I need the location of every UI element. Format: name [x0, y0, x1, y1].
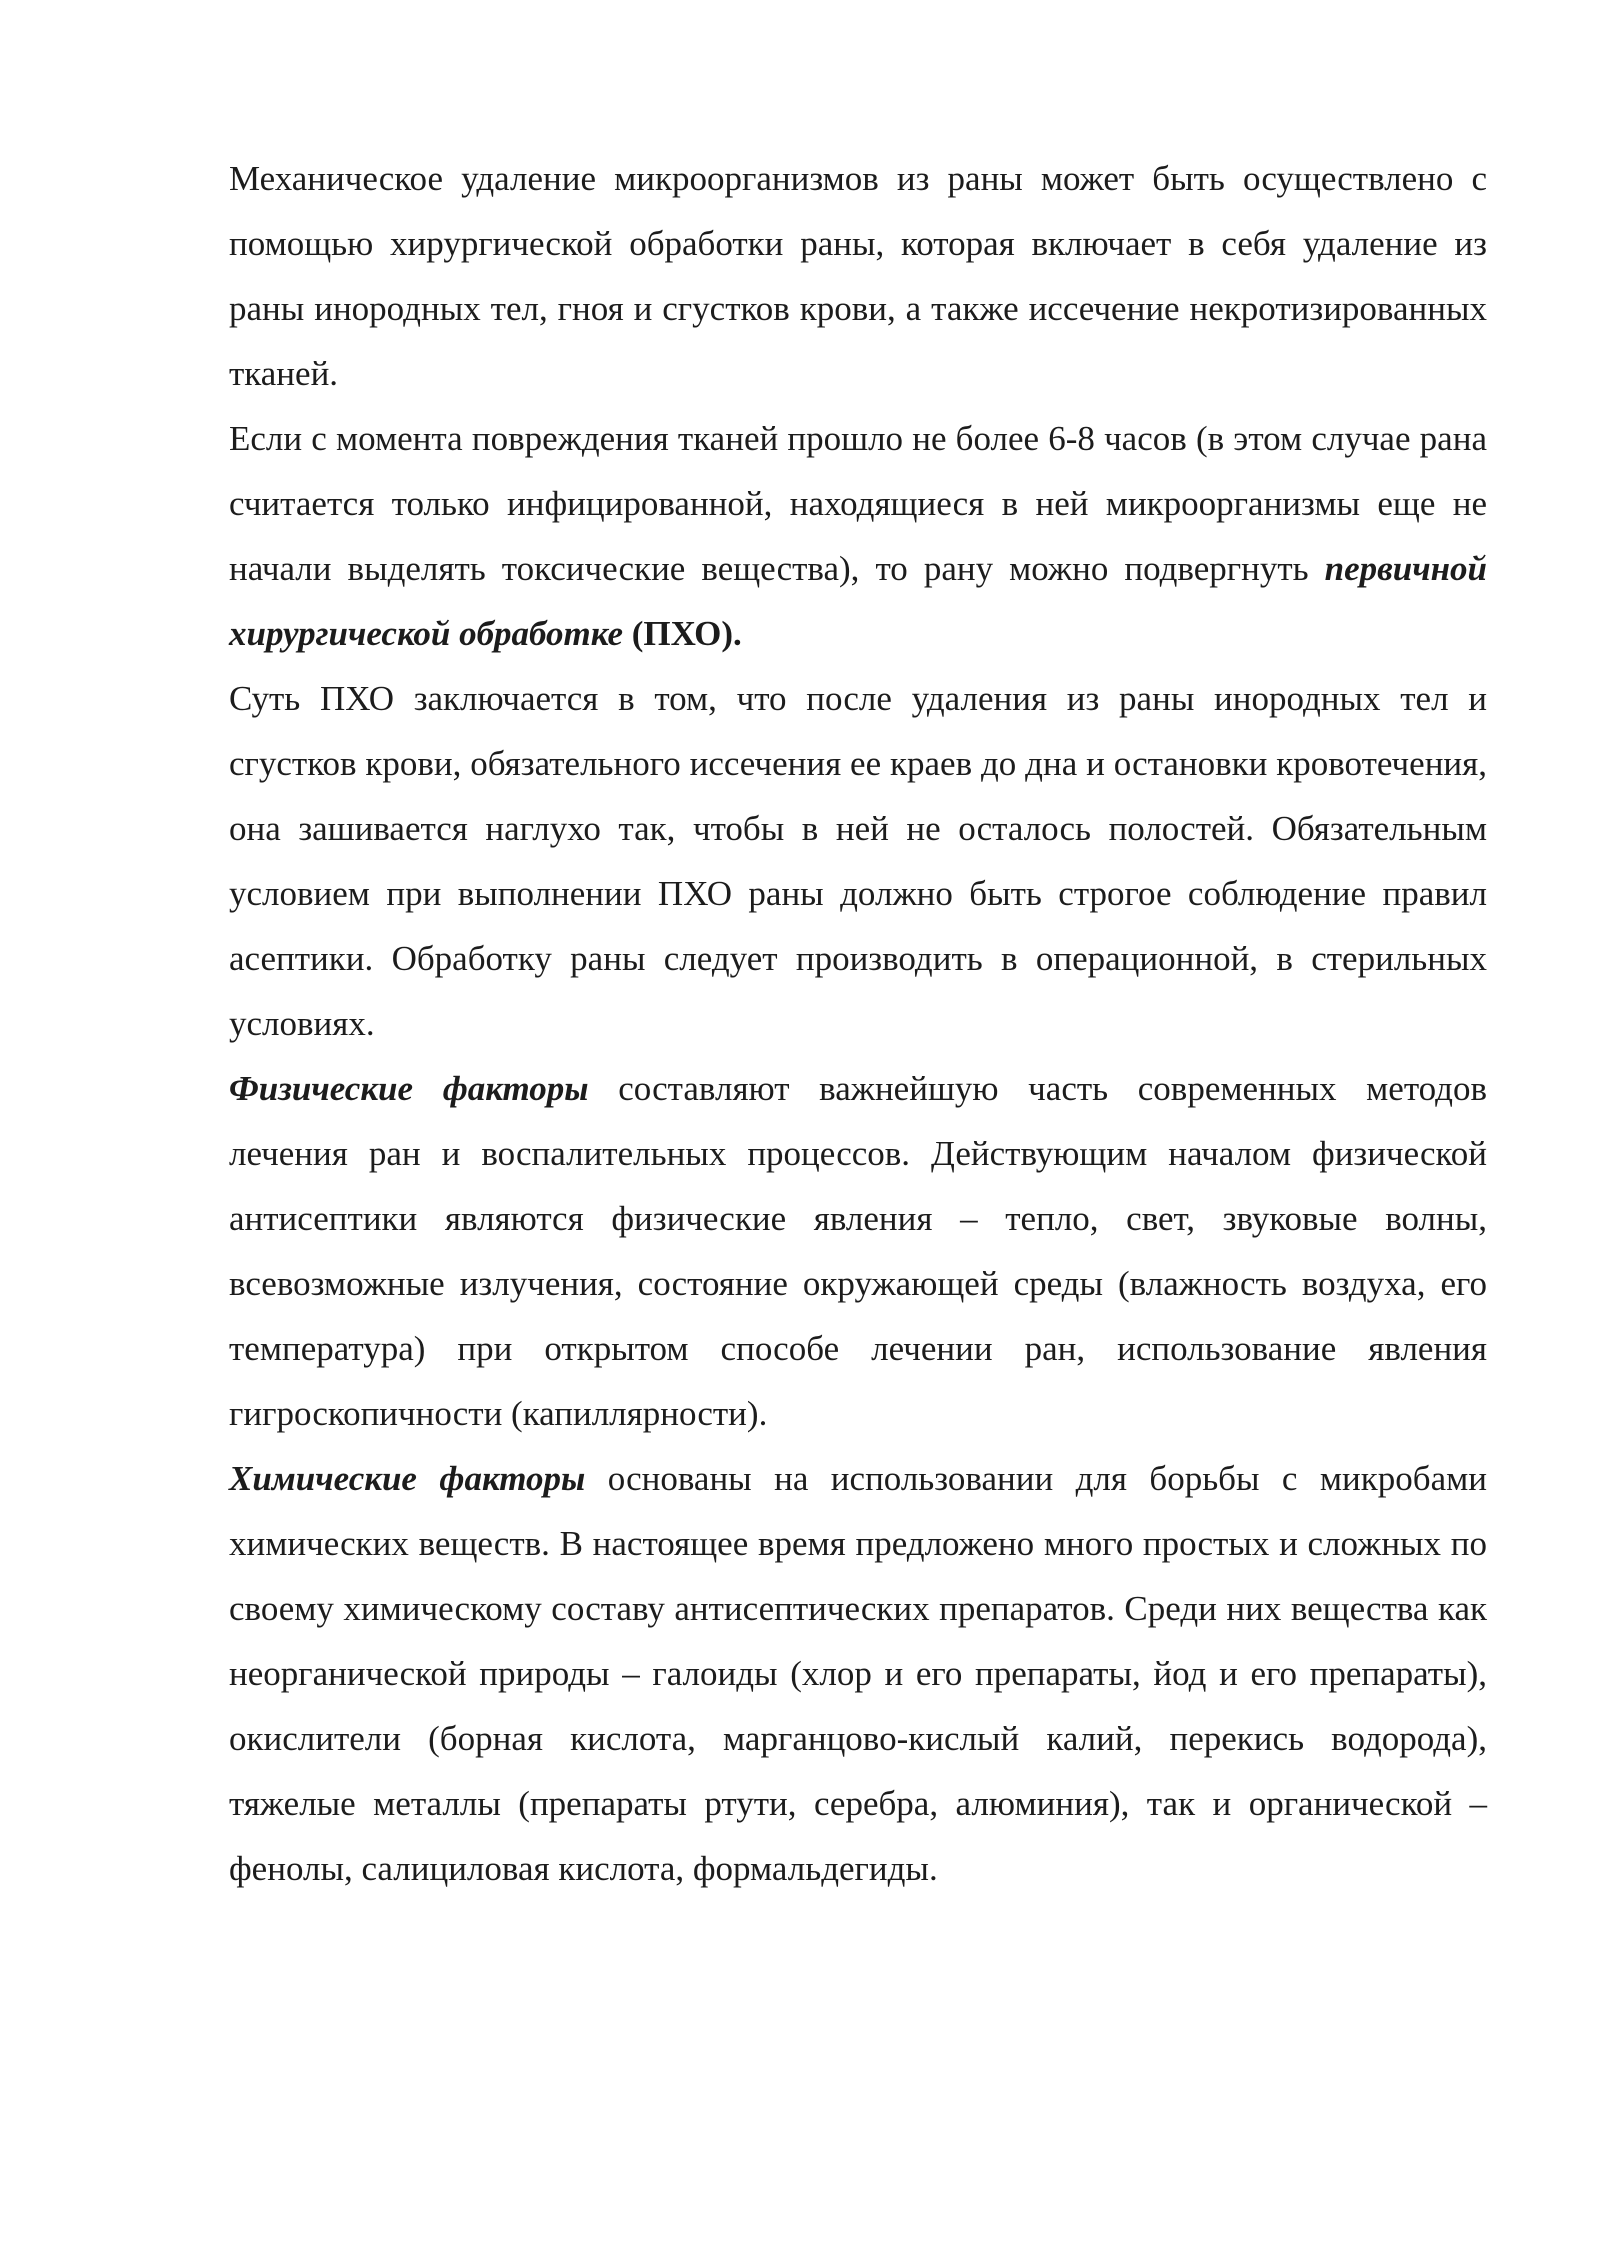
paragraph-chemical-factors [229, 1446, 1487, 1901]
paragraph-text: составляют важнейшую часть современных методов лечения ран и воспалительных процессов. Действующим началом физической антисептики являются физические явления – тепло, свет, звуковые волны, всевозможные излучения, состояние окружающей среды (влажность воздуха, его температура) при открытом способе лечении ран, использование явления гигроскопичности (капиллярности). [229, 1069, 1487, 1433]
term-abbreviation: (ПХО). [623, 614, 742, 653]
paragraph-physical-factors [229, 1056, 1487, 1446]
term-primary-surgical-treatment: первичной хирургической обработке [229, 549, 1487, 653]
paragraph-primary-treatment [229, 406, 1487, 666]
document-page [229, 146, 1487, 1901]
term-chemical-factors: Химические факторы [229, 1459, 586, 1498]
paragraph-text: Если с момента повреждения тканей прошло не более 6-8 часов (в этом случае рана считается только инфицированной, находящиеся в ней микроорганизмы еще не начали выделять токсические вещества), то рану можно подвергнуть [229, 419, 1487, 588]
term-physical-factors: Физические факторы [229, 1069, 589, 1108]
paragraph-text: основаны на использовании для борьбы с микробами химических веществ. В настоящее время предложено много простых и сложных по своему химическому составу антисептических препаратов. Среди них вещества как неорганической природы – галоиды (хлор и его препараты, йод и его препараты), окислители (борная кислота, марганцово-кислый калий, перекись водорода), тяжелые металлы (препараты ртути, серебра, алюминия), так и органической – фенолы, салициловая кислота, формальдегиды. [229, 1459, 1487, 1888]
paragraph-pho-essence: Суть ПХО заключается в том, что после удаления из раны инородных тел и сгустков крови, обязательного иссечения ее краев до дна и остановки кровотечения, она зашивается наглухо так, чтобы в ней не осталось полостей. Обязательным условием при выполнении ПХО раны должно быть строгое соблюдение правил асептики. Обработку раны следует производить в операционной, в стерильных условиях. [229, 679, 1487, 1043]
paragraph-mechanical-removal: Механическое удаление микроорганизмов из раны может быть осуществлено с помощью хирургической обработки раны, которая включает в себя удаление из раны инородных тел, гноя и сгустков крови, а также иссечение некротизированных тканей. [229, 159, 1487, 393]
